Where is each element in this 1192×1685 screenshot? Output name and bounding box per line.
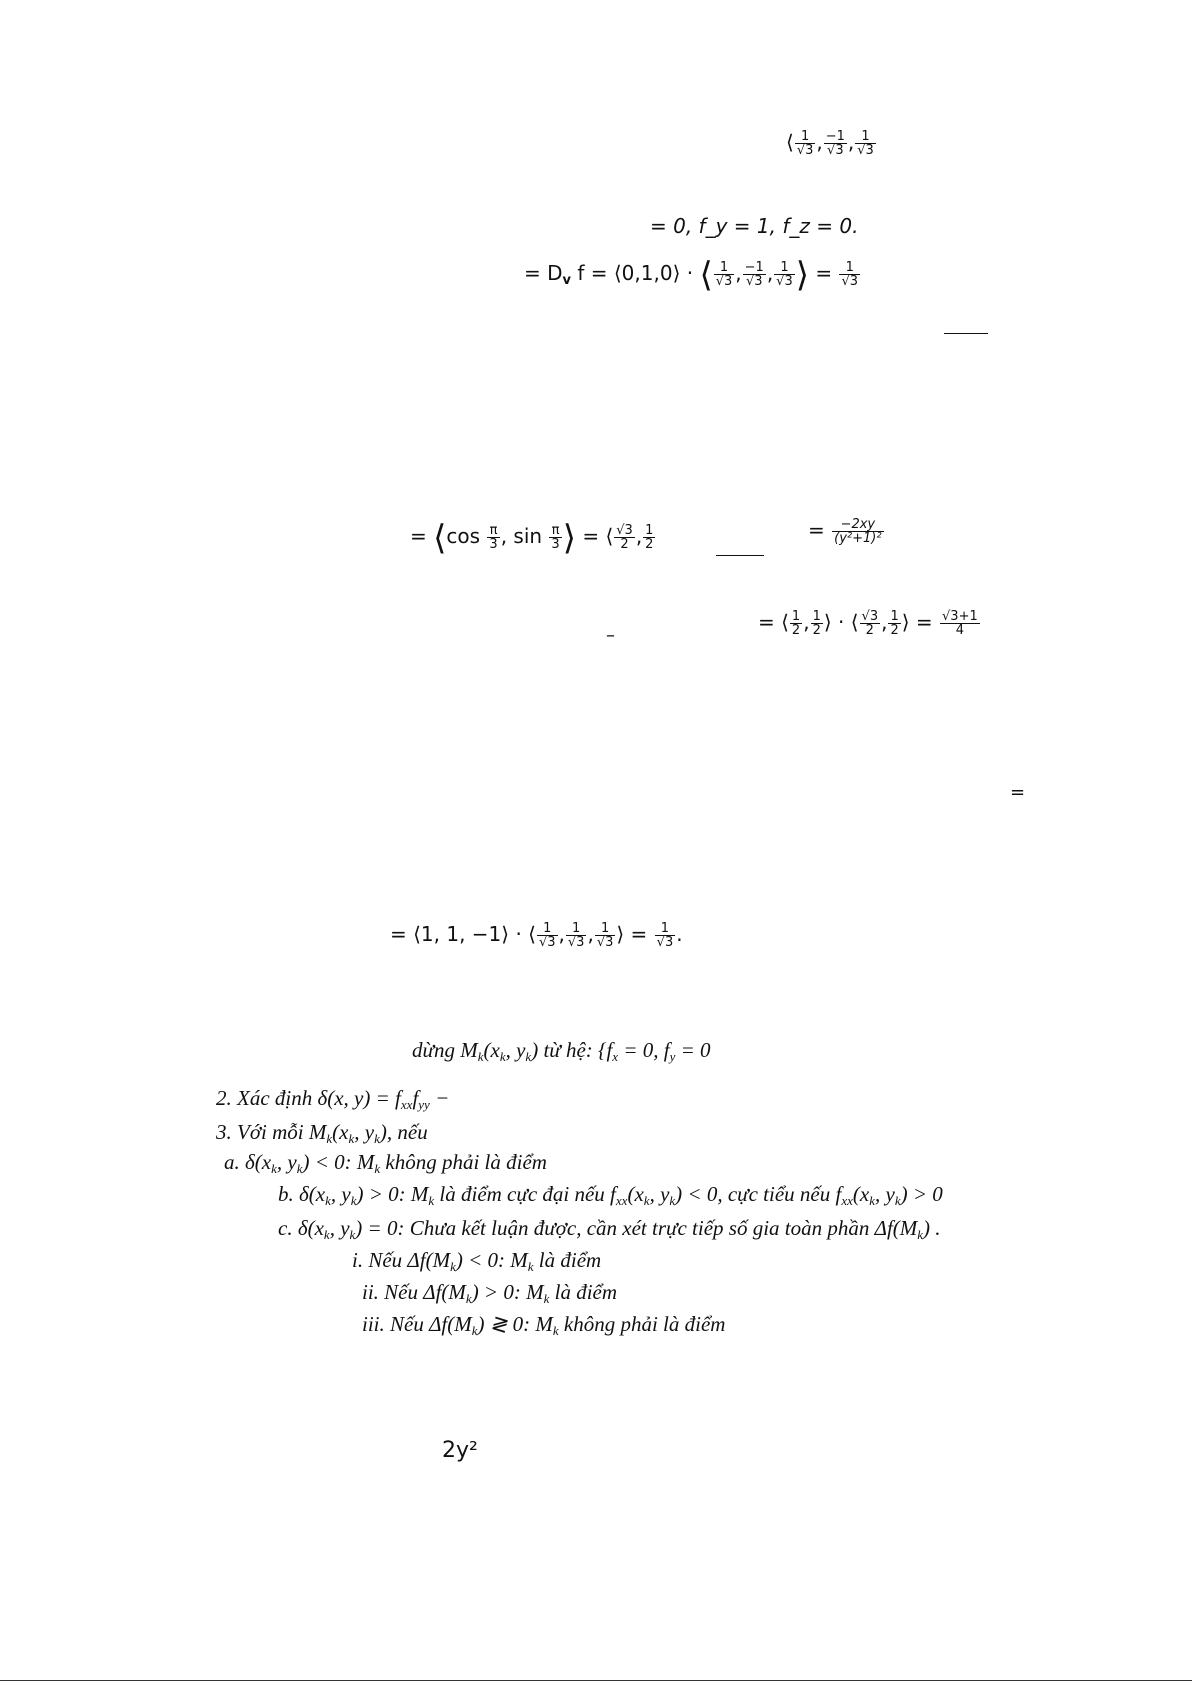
fraction: $\frac{1}{2}$: [812, 609, 821, 638]
fraction: $\frac{1}{√3}$: [567, 921, 585, 950]
fraction: $\frac{\pi}{3}$: [551, 523, 560, 552]
formula-directional-derivative: = $D_v$ f = ⟨0,1,0⟩ · ⟨ $\frac{1}{√3}$ , $\frac{-1}{√3}$ , $\frac{1}{√3}$ ⟩ = $\frac{1}{√3}$: [524, 255, 859, 295]
angle-bracket: ⟨: [786, 130, 794, 154]
case-c: c. $\delta(x_k$, $y_k) = 0$: Chưa kết luận được, cần xét trực tiếp số gia toàn phần $\Delta f(M_k)$ .: [278, 1216, 941, 1242]
formula-partial-result: = $\frac{-2xy}{\text{(y²+1)²}}$: [808, 517, 882, 546]
fraction: $\frac{1}{√3}$: [538, 921, 556, 950]
formula-fragment-2y2: 2y²: [442, 1438, 478, 1463]
formula-dot-product: = ⟨ $\frac{1}{2}$ , $\frac{1}{2}$ ⟩ · ⟨ $\frac{√3}{2}$ , $\frac{1}{2}$ ⟩ = $\frac{√3+1}{4}$: [758, 609, 978, 638]
fraction-result: $\frac{1}{√3}$: [841, 260, 859, 289]
fraction: $\frac{1}{√3}$: [796, 129, 814, 158]
step-3-each-point: 3. Với mỗi $M_k(x_k$, $y_k$), nếu: [216, 1120, 428, 1146]
fraction: $\frac{-2xy}{\text{(y²+1)²}}$: [834, 517, 882, 546]
fraction: $\frac{-1}{√3}$: [825, 129, 845, 158]
rule: [944, 333, 988, 334]
fraction: $\frac{\pi}{3}$: [489, 523, 498, 552]
fraction: $\frac{1}{√3}$: [596, 921, 614, 950]
fraction: $\frac{1}{√3}$: [857, 129, 874, 158]
fraction: $\frac{1}{√3}$: [715, 260, 733, 289]
step-2-delta: 2. Xác định δ(x, $y) = f_{xx}f_{yy}$ −: [216, 1086, 450, 1112]
case-a: a. $\delta(x_k$, $y_k) < 0$: $M_k$ không phải là điểm: [224, 1150, 547, 1176]
fraction: $\frac{√3}{2}$: [616, 523, 633, 552]
page-bottom-border: [0, 1680, 1192, 1681]
case-b: b. $\delta(x_k$, $y_k) > 0$: $M_k$ là điểm cực đại nếu $f_{xx}(x_k$, $y_k) < 0$, cực tiểu nếu $f_{xx}(x_k$, $y_k) > 0$: [278, 1182, 943, 1208]
fraction: $\frac{1}{2}$: [791, 609, 801, 638]
fraction: $\frac{√3}{2}$: [861, 609, 879, 638]
subcase-iii: iii. Nếu $\Delta f(M_k)$ ≷ 0: $M_k$ không phải là điểm: [362, 1312, 726, 1338]
step-1-stationary-points: dừng $M_k(x_k$, $y_k$) từ hệ: {$f_x = 0$, $f_y = 0$: [412, 1038, 711, 1064]
formula-partials: = 0, f_y = 1, f_z = 0.: [650, 214, 859, 238]
fraction: $\frac{1}{2}$: [645, 523, 654, 552]
fraction: $\frac{1}{2}$: [890, 609, 899, 638]
equals-fragment: =: [1010, 782, 1026, 803]
formula-direction-vector: = ⟨cos $\frac{\pi}{3}$ , sin $\frac{\pi}{3}$ ⟩ = ⟨ $\frac{√3}{2}$ , $\frac{1}{2}$: [410, 518, 654, 558]
formula-unit-vector: ⟨ $\frac{1}{√3}$ , $\frac{-1}{√3}$ , $\frac{1}{√3}$: [786, 129, 874, 158]
rule: [716, 555, 764, 556]
subcase-ii: ii. Nếu $\Delta f(M_k) > 0$: $M_k$ là điểm: [362, 1280, 618, 1306]
fraction-result: $\frac{1}{√3}$: [656, 921, 674, 950]
dash: –: [606, 625, 615, 646]
formula-dot-product-2: = ⟨1, 1, −1⟩ · ⟨ $\frac{1}{√3}$ , $\frac{1}{√3}$ , $\frac{1}{√3}$ ⟩ = $\frac{1}{√3}$ .: [390, 921, 683, 950]
fraction-result: $\frac{√3+1}{4}$: [942, 609, 978, 638]
fraction: $\frac{-1}{√3}$: [744, 260, 764, 289]
subcase-i: i. Nếu $\Delta f(M_k) < 0$: $M_k$ là điểm: [352, 1248, 602, 1274]
fraction: $\frac{1}{√3}$: [776, 260, 793, 289]
